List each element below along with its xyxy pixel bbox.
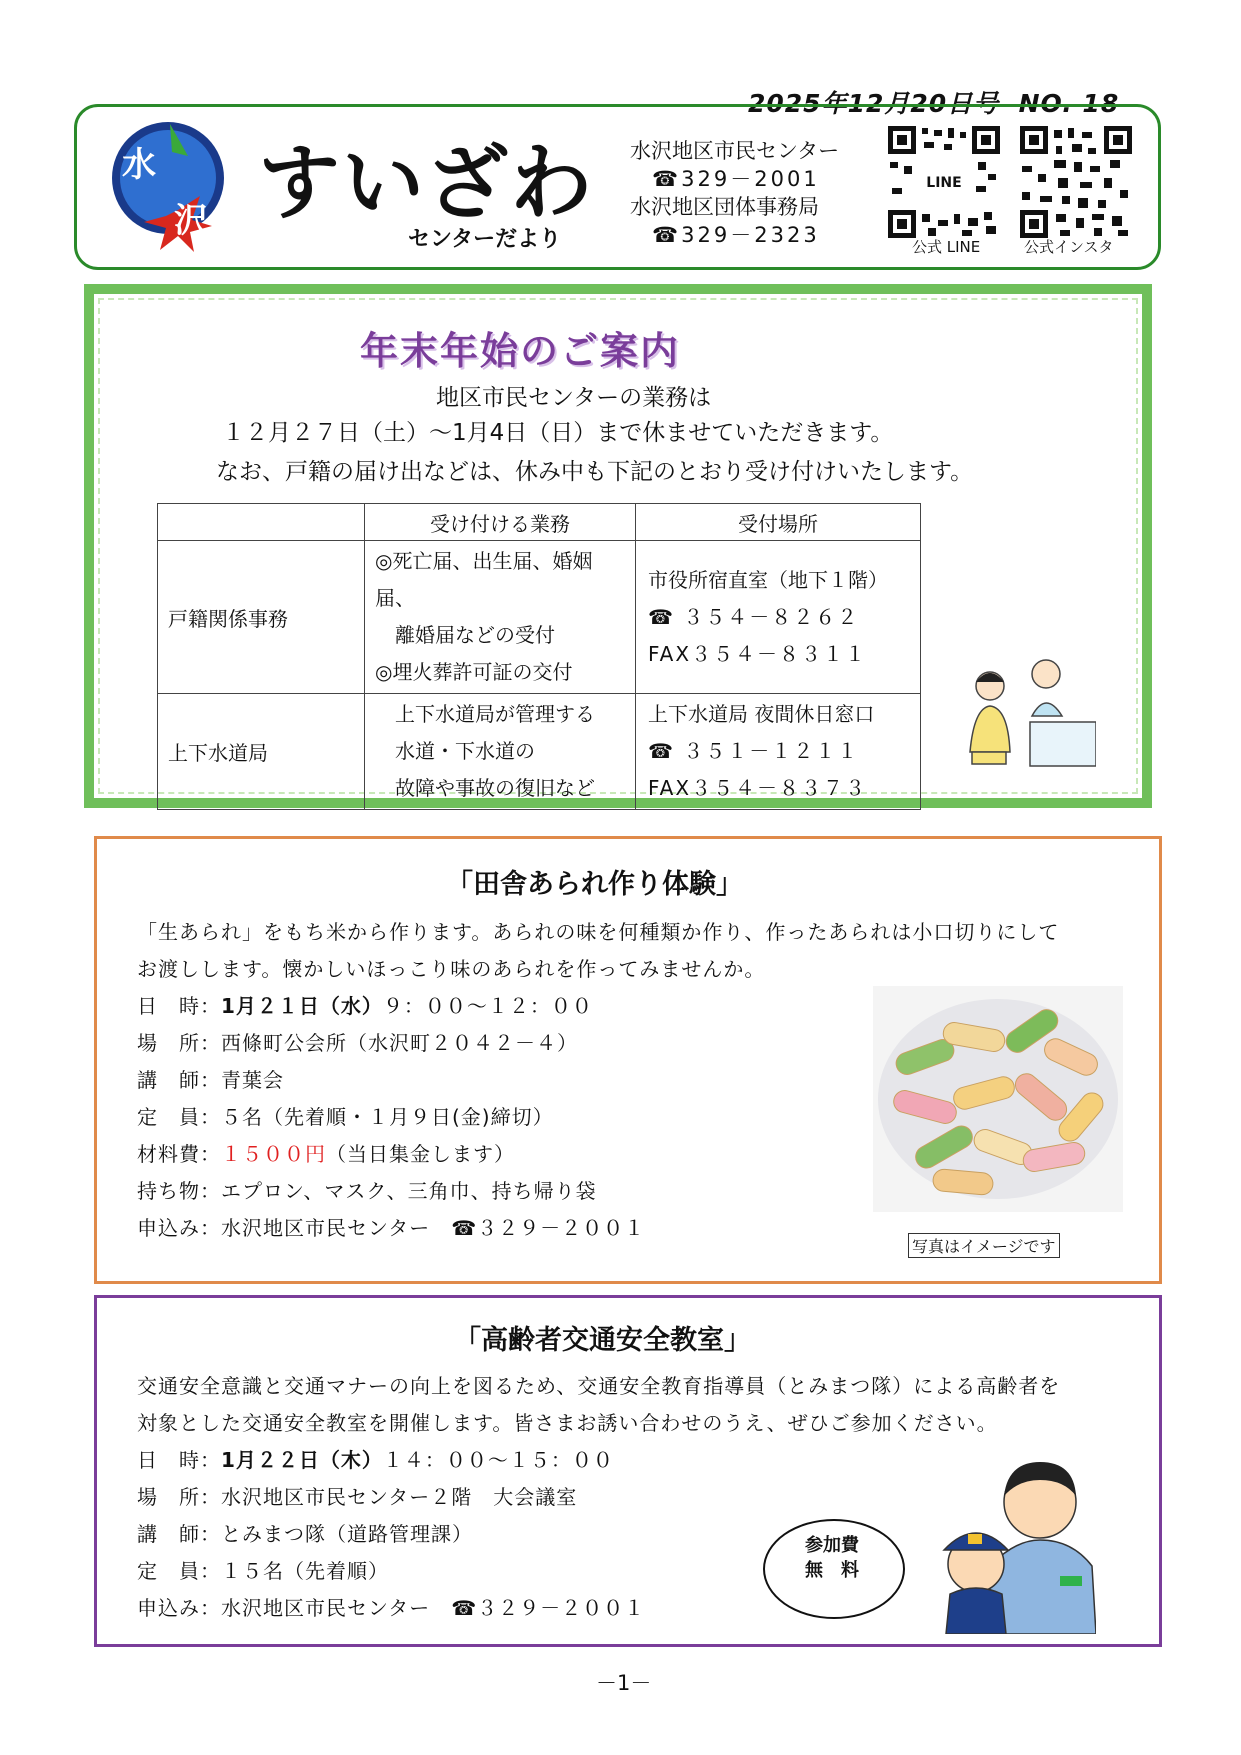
notice-line-2: １２月２７日（土）～1月4日（日）まで休ませていただきます。 <box>222 420 894 446</box>
row-name: 戸籍関係事務 <box>158 541 365 694</box>
arare-desc-1: 「生あられ」をもち米から作ります。あられの味を何種類か作り、作ったあられは小口切りにして <box>137 920 1060 944</box>
traffic-date <box>137 1442 614 1479</box>
row-place <box>636 694 921 810</box>
table-header-cell <box>158 504 365 541</box>
table-header-row <box>158 504 921 541</box>
fee-badge-line: 参加費 <box>805 1535 859 1556</box>
traffic-apply: 申込み：水沢地区市民センター ☎３２９－２００１ <box>137 1596 646 1620</box>
qr-line-label: LINE <box>926 175 962 191</box>
date-label: 日 時： <box>137 1448 221 1472</box>
arare-date <box>137 988 593 1025</box>
date-time: １４：００～１５：００ <box>382 1448 614 1472</box>
date-value: 1月２２日（木） <box>221 1448 383 1472</box>
task-line: 上下水道局が管理する <box>375 702 595 726</box>
line-qr-code[interactable] <box>888 126 1000 238</box>
issue-date: 2025年12月20日号 <box>748 89 1000 118</box>
fee-label: 材料費： <box>137 1142 221 1166</box>
fee-value: １５００円 <box>221 1142 326 1166</box>
notice-line-3: なお、戸籍の届け出などは、休み中も下記のとおり受け付けいたします。 <box>216 459 974 485</box>
arare-fee <box>137 1136 515 1173</box>
task-line: ◎埋火葬許可証の交付 <box>375 660 573 684</box>
instagram-qr-code[interactable] <box>1020 126 1132 238</box>
table-header-cell: 受け付ける業務 <box>365 504 636 541</box>
place-line: ☎ ３５４－８２６２ <box>648 604 860 629</box>
arare-capacity: 定 員：５名（先着順・１月９日(金)締切） <box>137 1105 554 1129</box>
row-tasks <box>365 541 636 694</box>
place-line: 上下水道局 夜間休日窓口 <box>648 702 875 726</box>
qr1-caption: 公式 LINE <box>912 238 981 256</box>
office-tel: ☎329－2323 <box>652 223 820 247</box>
free-fee-text <box>763 1533 901 1583</box>
task-line: 故障や事故の復旧など <box>375 776 595 800</box>
table-header-cell: 受付場所 <box>636 504 921 541</box>
place-line: FAX３５４－８３１１ <box>648 641 868 666</box>
fee-note: （当日集金します） <box>326 1142 515 1166</box>
traffic-desc-1: 交通安全意識と交通マナーの向上を図るため、交通安全教育指導員（とみまつ隊）による高齢者を <box>137 1374 1061 1398</box>
task-line: 水道・下水道の <box>375 739 535 763</box>
svg-text:沢: 沢 <box>174 201 208 241</box>
task-line: ◎死亡届、出生届、婚姻届、 <box>375 549 593 610</box>
row-tasks <box>365 694 636 810</box>
place-line: 市役所宿直室（地下１階） <box>648 567 888 592</box>
table-row <box>158 694 921 810</box>
task-line: 離婚届などの受付 <box>375 623 555 647</box>
arare-place: 場 所：西條町公会所（水沢町２０４２－４） <box>137 1031 578 1055</box>
newsletter-title: すいざわ <box>258 136 595 231</box>
notice-line-1: 地区市民センターの業務は <box>436 385 712 411</box>
fee-badge-line: 無 料 <box>805 1560 859 1581</box>
issue-number: NO. 18 <box>1018 89 1120 118</box>
office-name: 水沢地区団体事務局 <box>630 195 819 219</box>
row-place <box>636 541 921 694</box>
arare-title: 「田舎あられ作り体験」 <box>446 869 743 900</box>
traffic-teacher: 講 師：とみまつ隊（道路管理課） <box>137 1522 473 1546</box>
page-number: －1－ <box>596 1671 652 1695</box>
svg-text:水: 水 <box>122 145 156 185</box>
new-year-title: 年末年始のご案内 <box>360 329 681 373</box>
date-value: 1月２１日（水） <box>221 994 383 1018</box>
arare-desc-2: お渡しします。懐かしいほっこり味のあられを作ってみませんか。 <box>137 957 766 981</box>
place-line: ☎ ３５１－１２１１ <box>648 739 860 763</box>
arare-items: 持ち物：エプロン、マスク、三角巾、持ち帰り袋 <box>137 1179 597 1203</box>
arare-teacher: 講 師：青葉会 <box>137 1068 284 1092</box>
date-time: ９：００～１２：００ <box>382 994 593 1018</box>
police-officer-illustration <box>936 1454 1096 1634</box>
newsletter-subtitle: センターだより <box>408 227 562 252</box>
traffic-title: 「高齢者交通安全教室」 <box>454 1325 751 1356</box>
center-name: 水沢地区市民センター <box>630 139 840 163</box>
traffic-place: 場 所：水沢地区市民センター２階 大会議室 <box>137 1485 578 1509</box>
qr2-caption: 公式インスタ <box>1024 238 1114 256</box>
traffic-capacity: 定 員：１５名（先着順） <box>137 1559 389 1583</box>
center-tel: ☎329－2001 <box>652 167 820 191</box>
reception-staff-illustration <box>964 652 1096 772</box>
photo-caption: 写真はイメージです <box>908 1233 1060 1258</box>
suizawa-logo <box>108 116 230 254</box>
place-line: FAX３５４－８３７３ <box>648 776 868 800</box>
arare-apply: 申込み：水沢地区市民センター ☎３２９－２００１ <box>137 1216 646 1240</box>
traffic-desc-2: 対象とした交通安全教室を開催します。皆さまお誘い合わせのうえ、ぜひご参加ください。 <box>137 1411 998 1435</box>
reception-table <box>157 503 921 810</box>
arare-photo <box>873 986 1123 1212</box>
row-name: 上下水道局 <box>158 694 365 810</box>
date-label: 日 時： <box>137 994 221 1018</box>
table-row <box>158 541 921 694</box>
